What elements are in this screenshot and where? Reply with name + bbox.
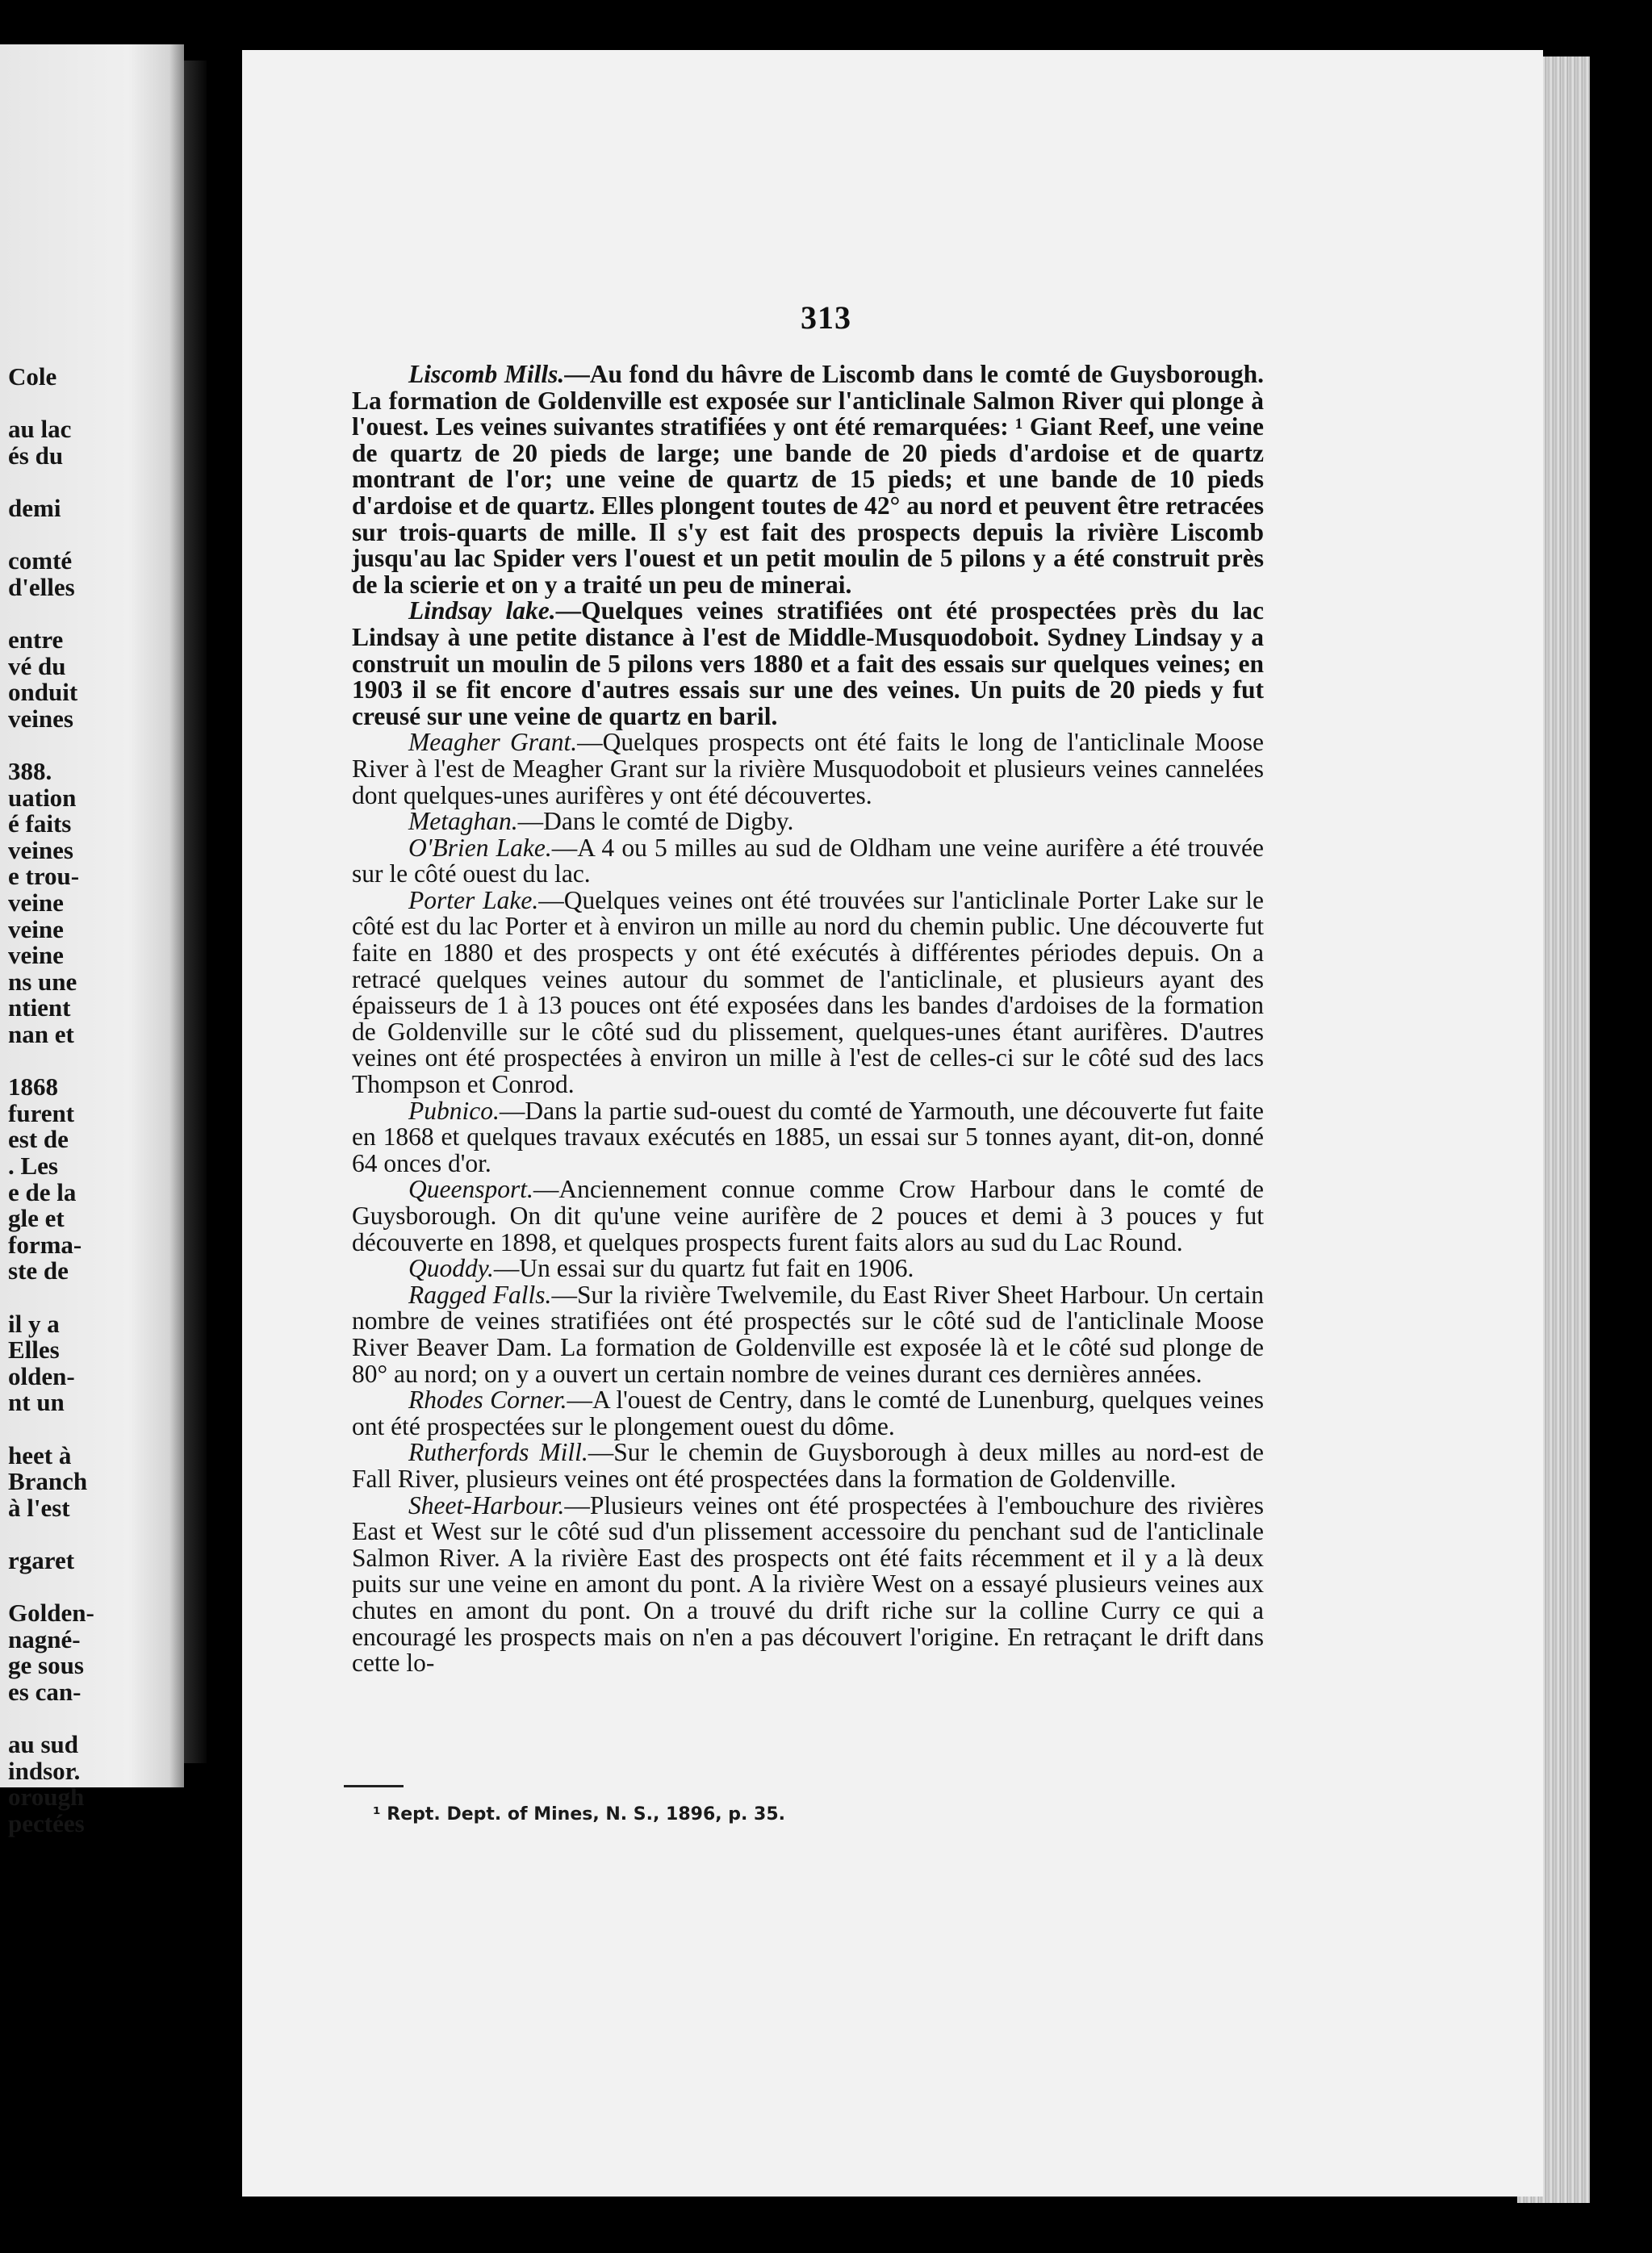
left-page-fragment: heet à <box>8 1440 72 1469</box>
entry-text: —Sur le chemin de Guysborough à deux milles au nord-est de Fall River, plusieurs veines ont été prospectées dans la formation de Goldenville. <box>352 1438 1265 1493</box>
left-page-fragment: 388. <box>8 757 52 785</box>
entry <box>352 835 1264 888</box>
entry-text: —Plusieurs veines ont été prospectées à l'embouchure des rivières East et West sur le côté sud d'un plissement accessoire du penchant sud de l'anticlinale Salmon River. A la rivière East des prospects ont été faits récemment et il y a là deux puits sur une veine en amont du pont. A la rivière West on a essayé plusieurs veines aux chutes en amont du pont. On a trouvé du drift riche sur la colline Curry ce qui a encouragé les prospects mais on n'en a pas découvert l'origine. En retraçant le drift dans cette lo- <box>352 1490 1264 1678</box>
left-page-fragment: Branch <box>8 1467 88 1496</box>
entry-title: Rutherfords Mill. <box>408 1438 588 1467</box>
left-page-fragment: 1868 <box>8 1072 58 1101</box>
entry-text: —Anciennement connue comme Crow Harbour dans le comté de Guysborough. On dit qu'une veine aurifère de 2 pouces et demi à 3 pouces y fut découverte en 1898, et quelques prospects furent faits alors au sud du Lac Round. <box>352 1175 1264 1256</box>
left-page-fragment: Elles <box>8 1335 60 1365</box>
left-page-fragment: olden- <box>8 1361 75 1390</box>
entry <box>352 1490 1264 1678</box>
left-page-fragment: e de la <box>8 1177 77 1206</box>
entry <box>352 1282 1264 1387</box>
entry-title: Liscomb Mills. <box>408 360 565 388</box>
left-page-fragment: d'elles <box>8 572 75 601</box>
entry <box>352 362 1264 598</box>
entry <box>352 1440 1264 1492</box>
entry <box>352 1098 1264 1177</box>
left-page-fragment: au sud <box>8 1730 79 1759</box>
entry-text: —A 4 ou 5 milles au sud de Oldham une veine aurifère a été trouvée sur le côté ouest du lac. <box>352 833 1264 888</box>
left-page-fragment: é faits <box>8 809 72 838</box>
left-page-fragment: pectées <box>8 1809 85 1837</box>
left-page-fragment: es can- <box>8 1678 82 1706</box>
footnote-rule <box>344 1785 404 1787</box>
entry-title: Meagher Grant. <box>408 728 578 757</box>
entry-text: —Dans le comté de Digby. <box>517 807 794 836</box>
entry-text: —Quelques prospects ont été faits le long de l'anticlinale Moose River à l'est de Meagher Grant sur la rivière Musquodoboit et plusieurs veines cannelées dont quelques-unes aurifères y ont été découvertes. <box>352 728 1264 809</box>
entry-title: O'Brien Lake. <box>408 833 552 862</box>
left-page-fragment: ste de <box>8 1256 69 1285</box>
entry <box>352 809 1264 835</box>
left-page-fragment: uation <box>8 783 77 812</box>
entry-text: —A l'ouest de Centry, dans le comté de Lunenburg, quelques veines ont été prospectées sur le plongement ouest du dôme. <box>352 1386 1265 1440</box>
left-page-fragment: nt un <box>8 1388 65 1417</box>
left-page-fragment: furent <box>8 1098 75 1127</box>
entry <box>352 1387 1264 1440</box>
left-page-fragment: il y a <box>8 1309 60 1338</box>
left-page-fragment: est de <box>8 1125 69 1154</box>
entry-title: Sheet-Harbour. <box>408 1490 565 1519</box>
left-page-fragment: forma- <box>8 1230 82 1259</box>
left-page-fragment: . Les <box>8 1152 58 1180</box>
left-page-fragment: entre <box>8 625 64 654</box>
left-page-fragment: és du <box>8 441 64 470</box>
entry-text: —Au fond du hâvre de Liscomb dans le comté de Guysborough. La formation de Goldenville est exposée sur l'anticlinale Salmon River qui plonge à l'ouest. Les veines suivantes stratifiées y ont été remarquées: ¹ Giant Reef, une veine de quartz de 20 pieds de large; une bande de 20 pieds d'ardoise et de quartz montrant de l'or; une veine de quartz de 15 pieds; et une bande de 10 pieds d'ardoise et de quartz. Elles plongent toutes de 42° au nord et peuvent être retracées sur trois-quarts de mille. Il s'y est fait des prospects depuis la rivière Liscomb jusqu'au lac Spider vers l'ouest et un petit moulin de 5 pilons y a été construit près de la scierie et on y a traité un peu de minerai. <box>352 360 1264 599</box>
left-page-fragment: rgaret <box>8 1546 75 1574</box>
left-page-fragment: veine <box>8 914 64 943</box>
entry-title: Lindsay lake. <box>408 596 556 625</box>
entry <box>352 1256 1264 1282</box>
left-page-fragment: ge sous <box>8 1651 84 1680</box>
left-page-fragment: e trou- <box>8 862 80 891</box>
left-page-fragment: orough <box>8 1783 85 1812</box>
left-page-fragment: veines <box>8 704 73 733</box>
entry-title: Queensport. <box>408 1175 533 1204</box>
left-page-fragment: nan et <box>8 1020 74 1048</box>
left-page-fragment: ntient <box>8 993 71 1022</box>
footnote: ¹ Rept. Dept. of Mines, N. S., 1896, p. 35. <box>373 1804 786 1825</box>
left-page-fragment: indsor. <box>8 1756 81 1785</box>
entry-text: —Quelques veines stratifiées ont été prospectées près du lac Lindsay à une petite distance à l'est de Middle-Musquodoboit. Sydney Lindsay y a construit un moulin de 5 pilons vers 1880 et a fait des essais sur quelques veines; en 1903 il se fit encore d'autres essais sur une des veines. Un puits de 20 pieds y fut creusé sur une veine de quartz en baril. <box>352 596 1264 730</box>
entry <box>352 885 1264 1099</box>
entry <box>352 598 1264 729</box>
entry-text: —Dans la partie sud-ouest du comté de Yarmouth, une découverte fut faite en 1868 et quelques travaux exécutés en 1885, un essai sur 5 tonnes ayant, dit-on, donné 64 onces d'or. <box>352 1096 1264 1177</box>
entry-title: Metaghan. <box>408 807 518 836</box>
entry <box>352 729 1264 809</box>
entry-text: —Un essai sur du quartz fut fait en 1906. <box>493 1254 914 1283</box>
page-body <box>352 362 1264 1677</box>
left-page-fragment: Golden- <box>8 1599 94 1628</box>
page-number: 313 <box>801 299 851 336</box>
entry-title: Ragged Falls. <box>408 1280 552 1309</box>
left-page-fragment: demi <box>8 494 61 522</box>
entry-title: Pubnico. <box>408 1096 500 1125</box>
entry-title: Porter Lake. <box>408 885 539 914</box>
entry <box>352 1177 1264 1256</box>
left-page-fragment: veine <box>8 888 64 917</box>
left-page-fragment: onduit <box>8 678 78 707</box>
left-page-fragment: Cole <box>8 362 57 391</box>
left-page-fragment: à l'est <box>8 1493 70 1522</box>
left-page-fragment: gle et <box>8 1204 65 1233</box>
left-page-fragment: ns une <box>8 967 77 996</box>
left-page-fragment: veine <box>8 941 64 970</box>
left-page-fragment: au lac <box>8 415 72 444</box>
entry-title: Quoddy. <box>408 1254 494 1283</box>
left-page-fragment: comté <box>8 546 73 575</box>
left-page-fragment: vé du <box>8 651 66 680</box>
entry-text: —Quelques veines ont été trouvées sur l'anticlinale Porter Lake sur le côté est du lac Porter et à environ un mille au nord du chemin public. Une découverte fut faite en 1880 et des prospects y ont été exécutés à différentes périodes depuis. On a retracé quelques veines autour du sommet de l'anticlinale, et plusieurs ayant des épaisseurs de 1 à 13 pouces ont été exposées dans les bandes d'ardoises de la formation de Goldenville sur le côté sud du plissement, quelques-unes étant aurifères. D'autres veines ont été prospectées à environ un mille à l'est de celles-ci sur le côté sud des lacs Thompson et Conrod. <box>352 885 1264 1099</box>
left-page-fragment: veines <box>8 835 73 864</box>
left-page-fragment: nagné- <box>8 1624 81 1653</box>
entry-text: —Sur la rivière Twelvemile, du East River Sheet Harbour. Un certain nombre de veines stratifiées ont été prospectés sur le côté sud de l'anticlinale Moose River Beaver Dam. La formation de Goldenville est exposée là et le côté sud plonge de 80° au nord; on y a ouvert un certain nombre de veines durant ces dernières années. <box>352 1280 1264 1388</box>
entry-title: Rhodes Corner. <box>408 1386 567 1415</box>
